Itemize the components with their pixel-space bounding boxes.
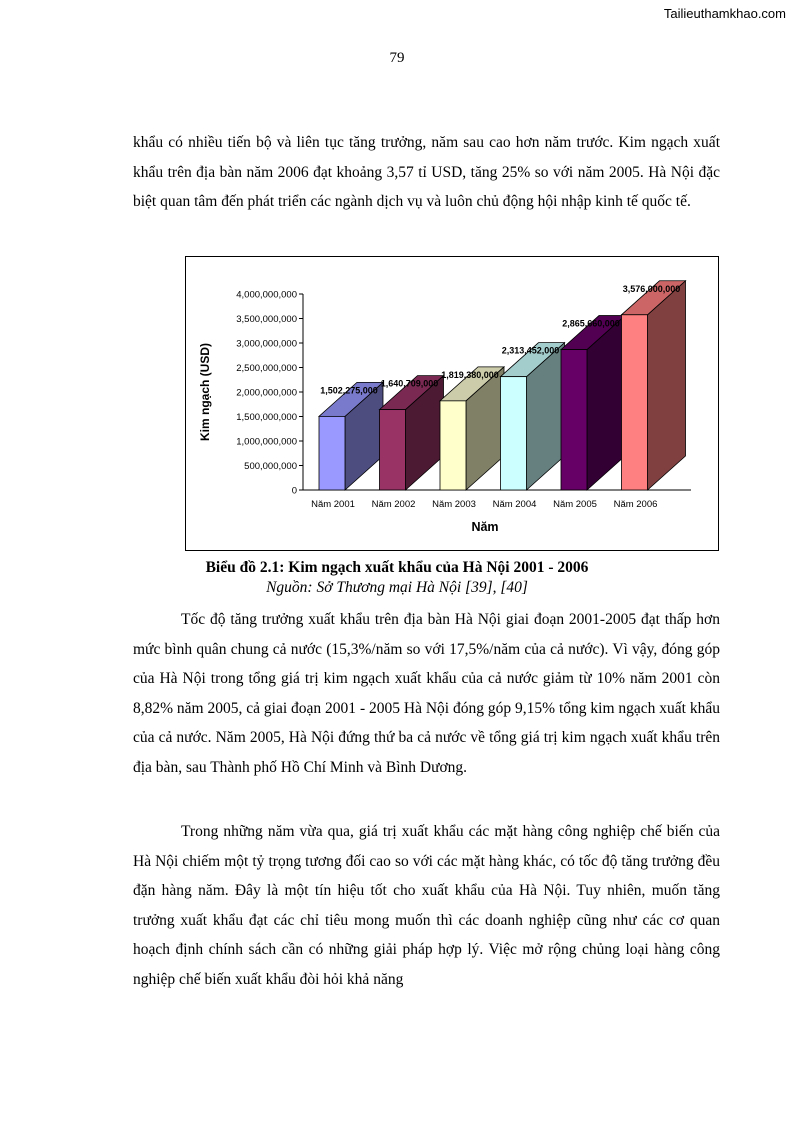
x-tick-label: Năm 2001 (311, 499, 355, 510)
y-tick-label: 1,000,000,000 (236, 436, 297, 448)
bar-3 (440, 401, 466, 490)
data-label: 1,819,380,000 (441, 369, 499, 380)
bar-4 (501, 377, 527, 490)
x-tick-label: Năm 2004 (492, 499, 537, 510)
bar-6 (622, 315, 648, 490)
paragraph-2: Tốc độ tăng trưởng xuất khẩu trên địa bàn Hà Nội giai đoạn 2001-2005 đạt thấp hơn mức bình quân chung cả nước (15,3%/năm so với 17,5%/năm của cả nước). Vì vậy, đóng góp của Hà Nội trong tổng giá trị kim ngạch xuất khẩu của cả nước giảm từ 10% năm 2001 còn 8,82% năm 2005, cả giai đoạn 2001 - 2005 Hà Nội đóng góp 9,15% tổng kim ngạch xuất khẩu của cả nước. Năm 2005, Hà Nội đứng thứ ba cả nước về tổng giá trị kim ngạch xuất khẩu trên địa bàn, sau Thành phố Hồ Chí Minh và Bình Dương. (133, 611, 720, 776)
bar-2 (380, 410, 406, 490)
data-label: 2,865,660,000 (562, 318, 620, 329)
x-tick-label: Năm 2006 (613, 499, 658, 510)
y-tick-label: 1,500,000,000 (236, 412, 297, 423)
y-axis-title: Kim ngạch (USD) (198, 342, 212, 442)
bar-side-6 (648, 281, 686, 490)
x-tick-label: Năm 2005 (553, 499, 597, 510)
bar-chart (186, 257, 718, 550)
paragraph-1: khẩu có nhiều tiến bộ và liên tục tăng trưởng, năm sau cao hơn năm trước. Kim ngạch xuất khẩu trên địa bàn năm 2006 đạt khoảng 3,57 tỉ USD, tăng 25% so với năm 2005. Hà Nội đặc biệt quan tâm đến phát triển các ngành dịch vụ và luôn chủ động hội nhập kinh tế quốc tế. (133, 134, 720, 210)
chart-frame (185, 256, 719, 551)
chart-caption-title: Biểu đồ 2.1: Kim ngạch xuất khẩu của Hà Nội 2001 - 2006 (205, 559, 589, 576)
y-tick-label: 2,500,000,000 (236, 363, 297, 374)
chart-caption-source: Nguồn: Sở Thương mại Hà Nội [39], [40] (266, 579, 528, 596)
x-tick-label: Năm 2003 (432, 499, 476, 510)
data-label: 2,313,452,000 (501, 345, 560, 356)
x-axis-title: Năm (471, 520, 499, 534)
bar-1 (319, 416, 345, 490)
y-tick-label: 4,000,000,000 (236, 289, 297, 301)
data-label: 1,502,275,000 (320, 385, 378, 396)
data-label: 1,640,709,000 (380, 378, 439, 389)
y-tick-label: 500,000,000 (244, 461, 297, 472)
x-tick-label: Năm 2002 (371, 499, 416, 510)
paragraph-3: Trong những năm vừa qua, giá trị xuất khẩu các mặt hàng công nghiệp chế biến của Hà Nội chiếm một tỷ trọng tương đối cao so với các mặt hàng khác, có tốc độ tăng trưởng đều đặn hàng năm. Đây là một tín hiệu tốt cho xuất khẩu của Hà Nội. Tuy nhiên, muốn tăng trưởng xuất khẩu đạt các chỉ tiêu mong muốn thì các doanh nghiệp cũng như các cơ quan hoạch định chính sách cần có những giải pháp hợp lý. Việc mở rộng chủng loại hàng công nghiệp chế biến xuất khẩu đòi hỏi khả năng (133, 823, 720, 988)
y-tick-label: 3,500,000,000 (236, 314, 297, 325)
y-tick-label: 3,000,000,000 (236, 338, 297, 350)
page-number: 79 (389, 50, 405, 66)
watermark: Tailieuthamkhao.com (663, 6, 786, 21)
y-tick-label: 0 (291, 485, 297, 497)
data-label: 3,576,000,000 (622, 283, 681, 294)
y-tick-label: 2,000,000,000 (236, 387, 297, 399)
bar-5 (561, 350, 587, 490)
